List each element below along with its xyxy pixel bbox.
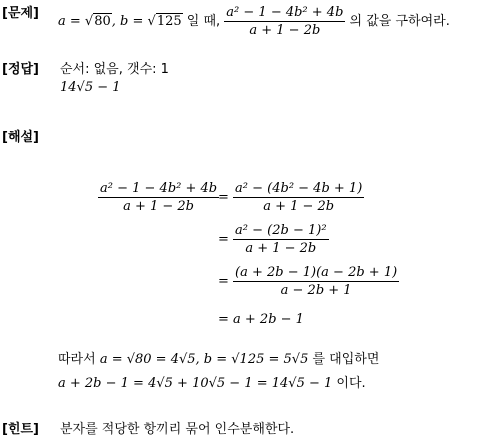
step-1-denominator: a + 1 − 2b [263,199,335,214]
solution-line-1 [58,348,379,367]
answer-meta: 순서: 없음, 갯수: 1 [60,62,169,77]
solution-lhs-denominator: a + 1 − 2b [123,199,195,214]
hint-tag: [힌트] [2,422,39,437]
solution-step-2: = $\frac{\text{a² − (2b − 1)²}}{a + 1 - 2b}$ [218,223,327,256]
solution-final: = a + 2b − 1 [218,312,304,327]
solution-line-1-prefix: 따라서 [58,352,100,367]
step-2-denominator: a + 1 − 2b [245,241,317,256]
step-1-numerator: a² − (4b² − 4b + 1) [235,181,363,196]
solution-step-3: = $\frac{(a + 2b - 1)(a - 2b + 1)}{a - 2b + 1}$ [218,265,398,298]
step-3-denominator: a − 2b + 1 [280,283,352,298]
step-2-numerator: a² − (2b − 1)² [235,223,327,238]
step-3-numerator: (a + 2b − 1)(a − 2b + 1) [235,265,398,280]
problem-given-b: , b = [111,14,148,29]
solution-line-1-suffix: 를 대입하면 [308,352,380,367]
solution-tag: [해설] [2,130,39,145]
problem-fraction-denominator: a + 1 − 2b [249,23,321,38]
solution-line-2 [58,372,366,391]
sqrt-80: √80 [84,14,111,29]
hint-text: 분자를 적당한 항끼리 묶어 인수분해한다. [60,422,295,437]
solution-line-2-math: a + 2b − 1 = 4√5 + 10√5 − 1 = 14√5 − 1 [58,376,333,391]
problem-ask: 의 값을 구하여라. [345,14,450,29]
problem-fraction [224,4,345,39]
problem-when: 일 때, [182,14,225,29]
sqrt-125: √125 [147,14,182,29]
problem-given-a: a = [58,14,85,29]
problem-statement [58,4,450,39]
answer-value: 14√5 − 1 [60,80,121,95]
problem-fraction-numerator: a² − 1 − 4b² + 4b [226,5,344,20]
solution-lhs [98,180,219,215]
answer-tag: [정답] [2,62,39,77]
solution-line-1-math: a = √80 = 4√5, b = √125 = 5√5 [99,352,309,367]
solution-line-2-suffix: 이다. [332,376,366,391]
problem-tag: [문제] [2,6,39,21]
solution-step-1: = $\frac{\text{a² − (4b² − 4b + 1)}}{a + 1 - 2b}$ [218,181,363,214]
solution-lhs-numerator: a² − 1 − 4b² + 4b [100,181,218,196]
